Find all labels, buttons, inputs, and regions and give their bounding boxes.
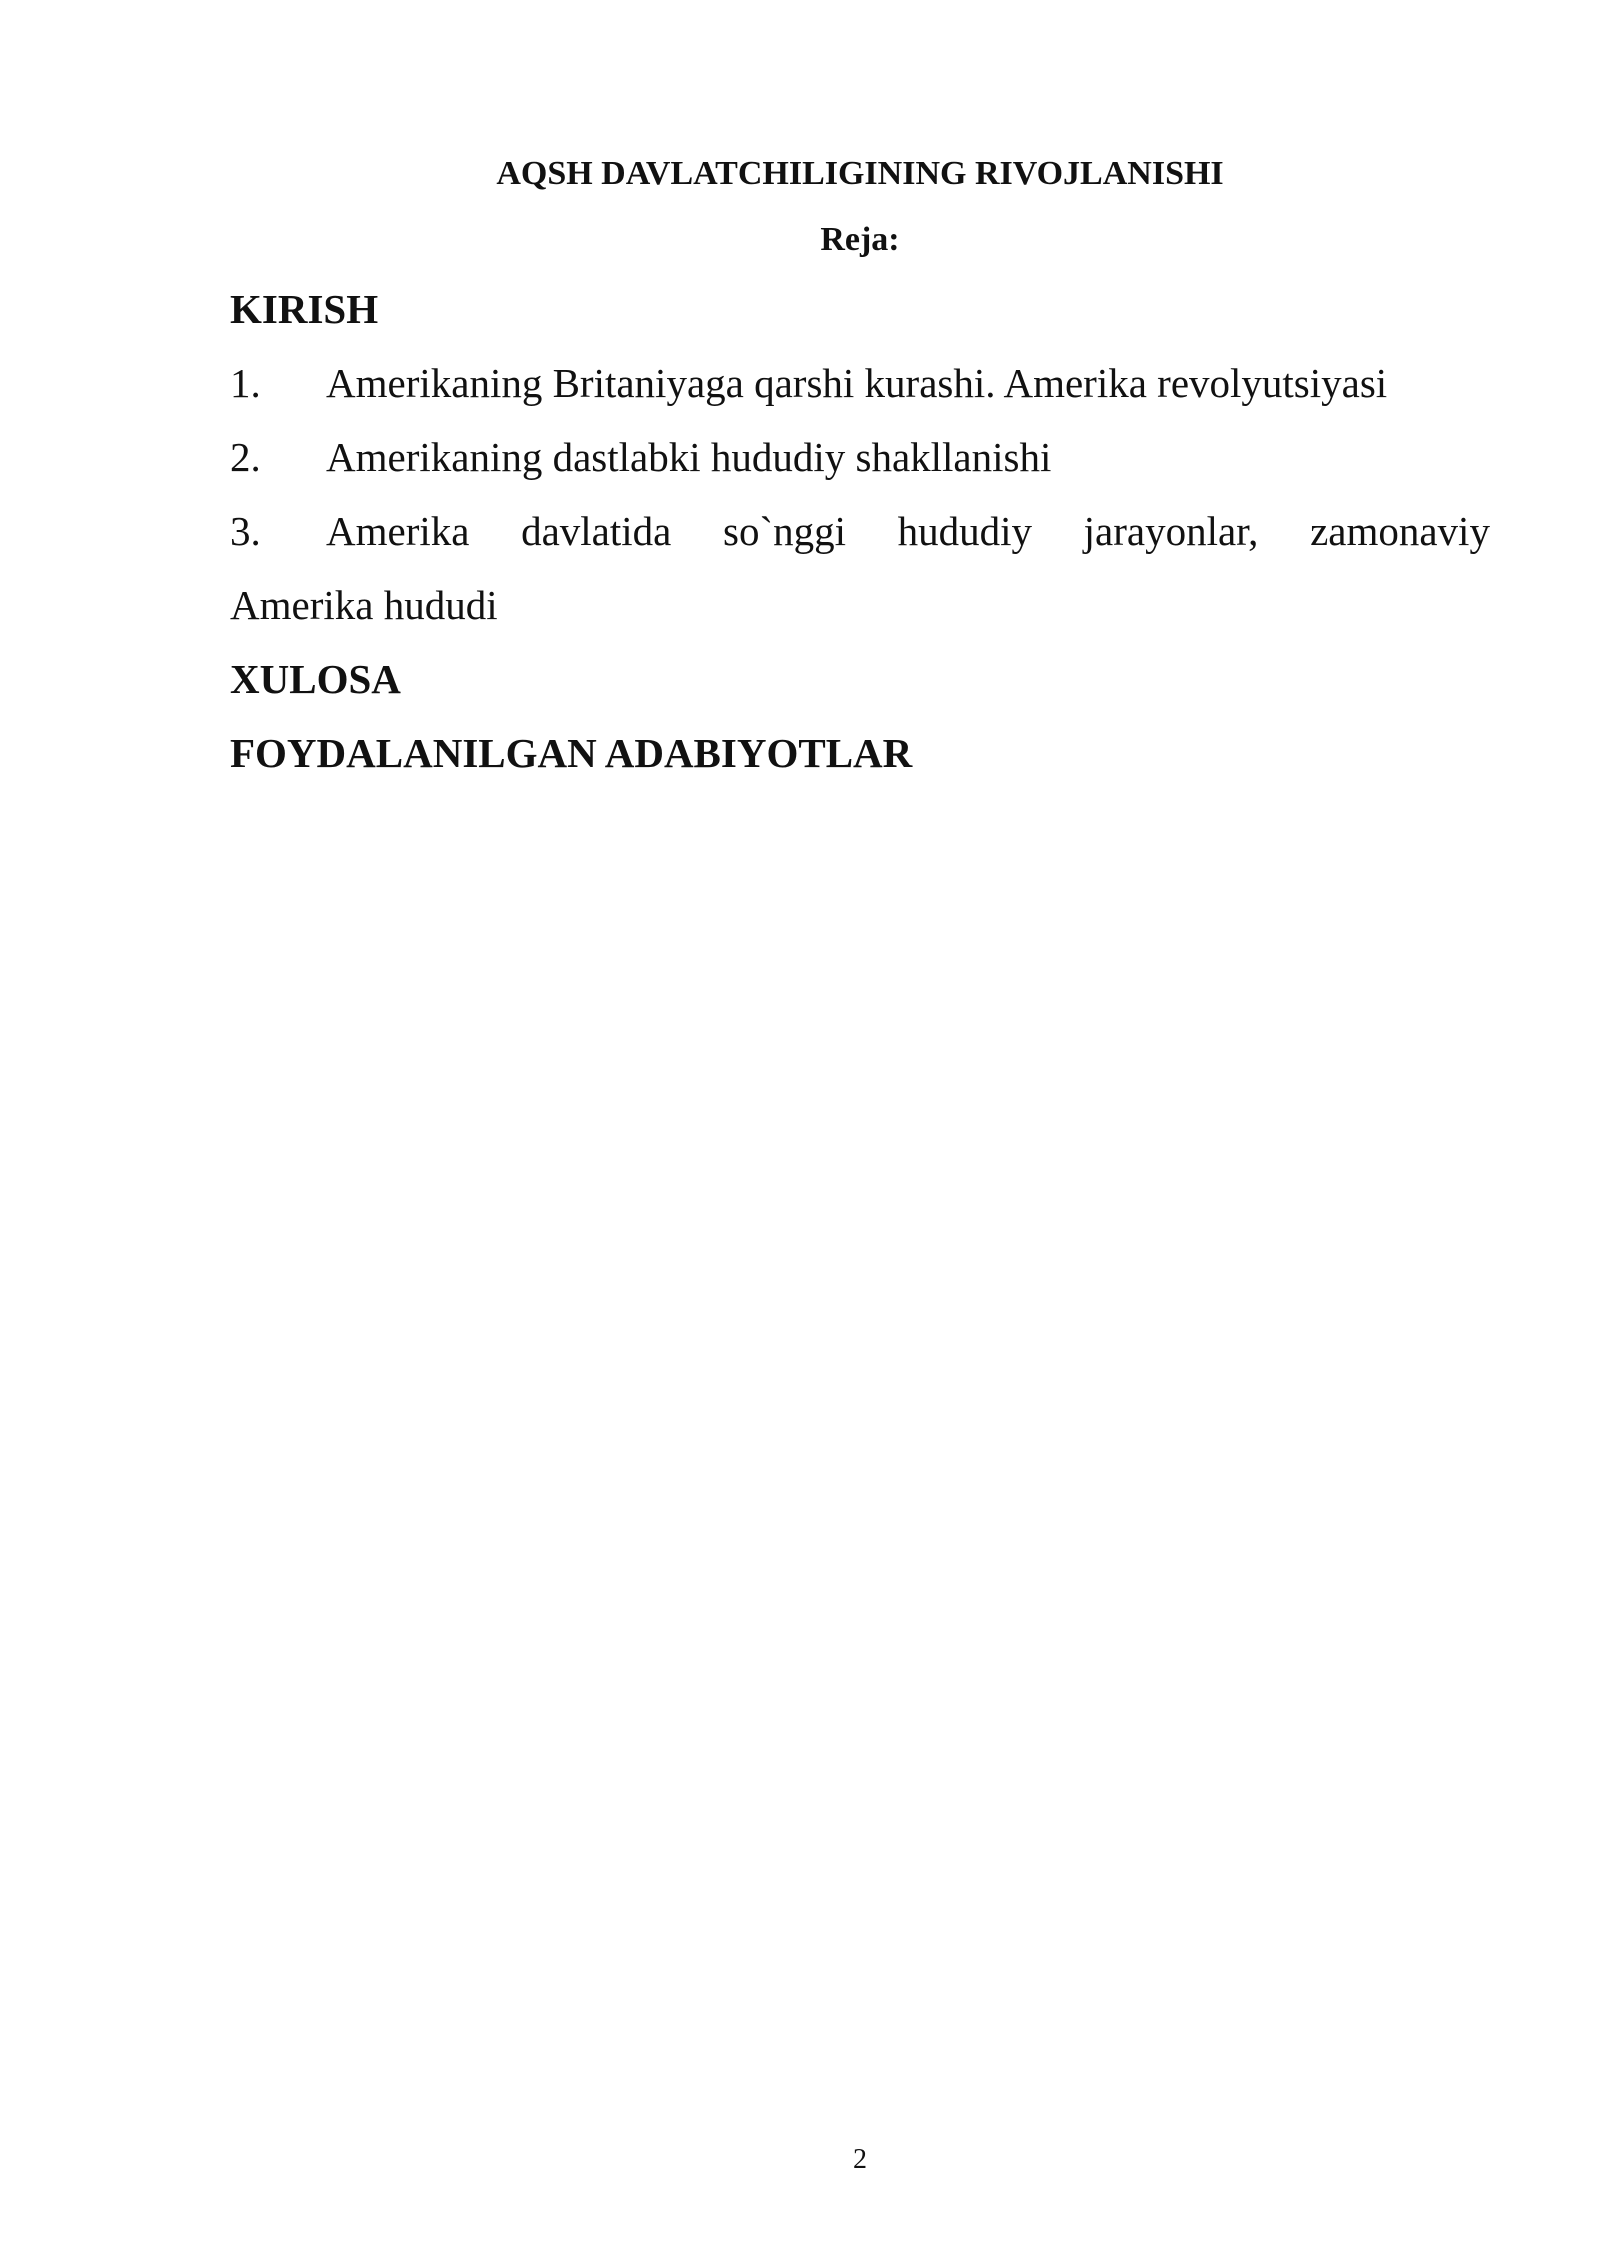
- plan-item-number: 3.: [230, 508, 261, 554]
- plan-item-3: [230, 505, 1490, 557]
- document-title: AQSH DAVLATCHILIGINING RIVOJLANISHI: [496, 155, 1224, 192]
- plan-item-word: jarayonlar,: [1083, 508, 1259, 554]
- plan-item-word: Amerika: [326, 508, 470, 554]
- plan-item-text-line: [326, 505, 1490, 557]
- conclusion-heading: XULOSA: [230, 656, 401, 702]
- intro-heading: KIRISH: [230, 286, 379, 332]
- plan-item-word: hududiy: [897, 508, 1033, 554]
- plan-item-word: davlatida: [521, 508, 672, 554]
- references-heading: FOYDALANILGAN ADABIYOTLAR: [230, 730, 913, 776]
- page-number: 2: [853, 2144, 867, 2175]
- plan-content: [230, 283, 1490, 779]
- plan-item-text: Amerikaning dastlabki hududiy shakllanishi: [326, 434, 1052, 480]
- plan-item-number: 2.: [230, 434, 261, 480]
- plan-item-word: so`nggi: [722, 508, 846, 554]
- plan-item-text: Amerikaning Britaniyaga qarshi kurashi. Amerika revolyutsiyasi: [326, 360, 1388, 406]
- plan-item-3-continuation: Amerika hududi: [230, 582, 498, 628]
- plan-item-2: [230, 431, 1490, 483]
- plan-item-1: [230, 357, 1490, 409]
- plan-label: Reja:: [820, 221, 900, 258]
- plan-item-word: zamonaviy: [1310, 508, 1490, 554]
- plan-item-number: 1.: [230, 360, 261, 406]
